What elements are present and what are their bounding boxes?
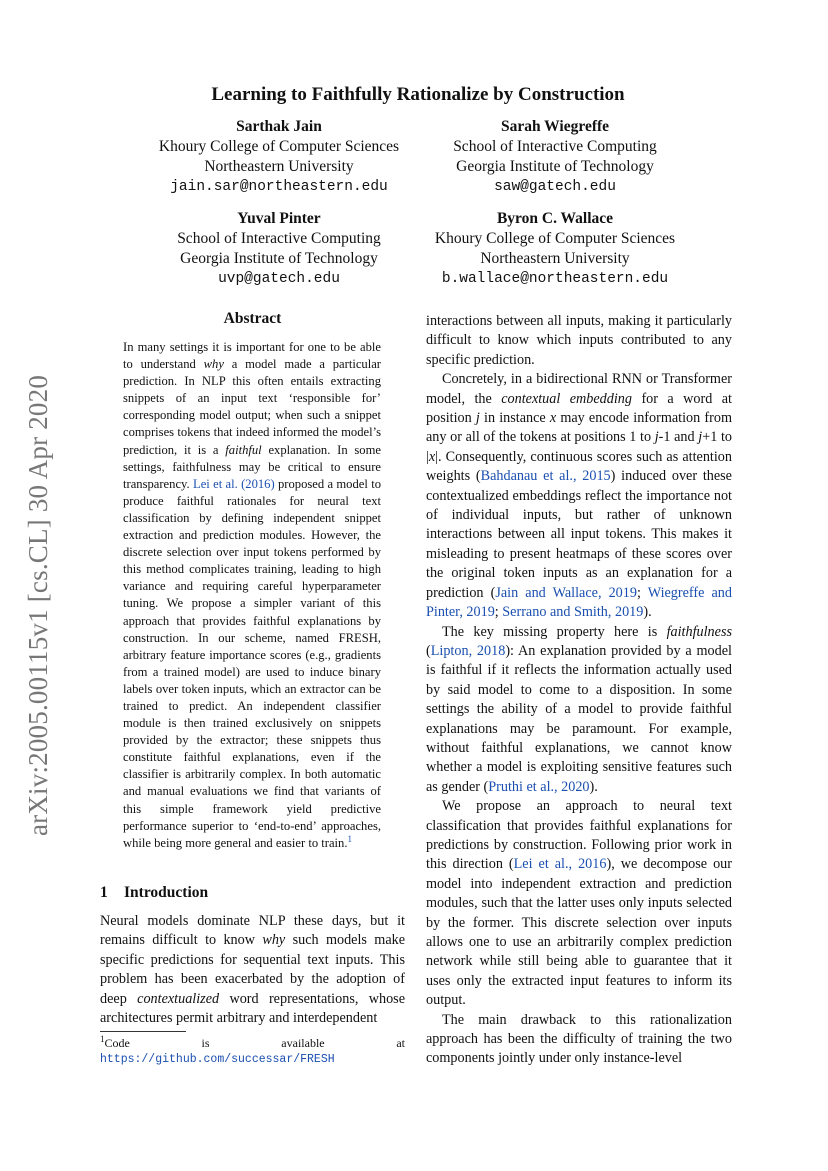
paragraph — [426, 1011, 732, 1069]
math-var: j — [654, 429, 659, 446]
citation-link[interactable]: Bahdanau et al., 2015 — [480, 468, 611, 485]
citation-link[interactable]: Jain and Wallace, 2019 — [495, 584, 637, 601]
text-run: word representations, whose architectures permit arbitrary and interdependent — [100, 990, 405, 1027]
citation-link[interactable]: Lei et al., 2016 — [513, 856, 607, 873]
footnote-mark: 1 — [100, 1034, 105, 1044]
text-run: such models make specific predictions for sequential text inputs. This problem has been exacerbated by the adoption of deep — [100, 932, 406, 1007]
text-run: Neural models dominate NLP these days, but it remains difficult to know — [100, 913, 405, 949]
right-column — [426, 312, 732, 1069]
text-run: ). — [643, 604, 652, 621]
text-run: ), we decompose our model into independent extraction and prediction modules, such that the latter uses only inputs selected by the former. This discrete selection over inputs allows one to use an arbitrarily complex prediction network while still being able to guarantee that it uses only the extracted input features to inform its output. — [426, 856, 732, 1009]
math-var: x — [428, 448, 436, 465]
text-run: a model made a particular prediction. In NLP this often entails extracting snippets of an input text ‘responsible for’ corresponding model output; when such a snippet comprises tokens that indeed informed the model’s prediction, it is a — [123, 357, 381, 457]
arxiv-id: arXiv:2005.00115v1 [cs.CL] 30 Apr 2020 — [23, 374, 54, 836]
author-affiliation: Khoury College of Computer Sciences — [434, 230, 676, 247]
abstract-heading: Abstract — [223, 310, 282, 327]
footnote-text: Code is available at — [104, 1036, 405, 1050]
text-run: +1 to | — [426, 429, 732, 465]
citation-link[interactable]: Pruthi et al., 2020 — [488, 778, 590, 795]
code-url-link[interactable]: https://github.com/successar/FRESH — [100, 1053, 335, 1066]
author-name: Sarah Wiegreffe — [500, 118, 610, 135]
paragraph — [426, 797, 732, 1010]
text-run: may encode information from any or all of the tokens at positions 1 to — [426, 410, 732, 446]
text-run: interactions between all inputs, making it particularly difficult to know which inputs contributed to any specific prediction. — [426, 313, 732, 368]
text-run: why — [203, 357, 224, 372]
abstract-body — [123, 339, 381, 852]
author-email: uvp@gatech.edu — [218, 271, 340, 287]
section-number: 1 — [100, 884, 108, 901]
author-block — [425, 117, 685, 197]
text-run: ): An explanation provided by a model is faithful if it reflects the information actually used by said model to come to a disposition. In some settings the ability of a model to provide faithful explanations may be paramount. For example, without faithful explanations, we cannot know whether a model is exploiting sensitive features such as gender ( — [426, 642, 732, 795]
text-run: ( — [426, 642, 431, 659]
arxiv-sidebar — [14, 365, 64, 845]
author-institution: Northeastern University — [204, 158, 354, 175]
footnote — [100, 1036, 405, 1067]
footnote-marker[interactable]: 1 — [347, 833, 352, 844]
text-run: in instance — [479, 410, 550, 427]
paragraph — [426, 623, 732, 798]
citation-link[interactable]: Serrano and Smith, 2019 — [502, 604, 644, 621]
text-run: proposed a model to produce faithful rationales for neural text classification by defining independent snippet extraction and prediction modules. However, the discrete selection over input tokens performed by this method complicates training, leading to high variance and requiring careful hyperparameter tuning. We propose a simpler variant of this approach that provides faithful explanations by construction. In our scheme, named FRESH, arbitrary feature importance scores (e.g., gradients from a trained model) are used to induce binary labels over token inputs, which an extractor can be trained to predict. An independent classifier module is then trained exclusively on snippets provided by the extractor; these snippets thus constitute faithful explanations, even if the classifier is arbitrarily complex. In both automatic and manual evaluations we find that variants of this simple framework yield predictive performance superior to ‘end-to-end’ approaches, while being more general and easier to train. — [123, 476, 381, 850]
math-var: j — [698, 429, 703, 446]
author-name: Byron C. Wallace — [496, 210, 614, 227]
author-block — [410, 209, 700, 289]
citation-link[interactable]: Lei et al. (2016) — [193, 476, 275, 491]
text-run: why — [262, 932, 286, 949]
text-run: for a word at position — [426, 390, 732, 427]
text-run: ). — [589, 778, 598, 795]
author-block — [140, 209, 418, 289]
paragraph — [426, 312, 732, 370]
author-affiliation: School of Interactive Computing — [453, 138, 657, 155]
text-run: Concretely, in a bidirectional RNN or Transformer model, the — [426, 371, 732, 407]
author-institution: Georgia Institute of Technology — [456, 158, 654, 175]
paper-title: Learning to Faithfully Rationalize by Construction — [211, 84, 625, 105]
author-institution: Georgia Institute of Technology — [180, 250, 378, 267]
author-institution: Northeastern University — [480, 250, 630, 267]
text-run: |. Consequently, continuous scores such as attention weights ( — [426, 448, 732, 485]
text-run: explanation. In some settings, faithfulness may be critical to ensure transparency. — [123, 442, 381, 491]
author-name: Yuval Pinter — [237, 210, 321, 227]
author-email: b.wallace@northeastern.edu — [441, 271, 669, 287]
author-email: saw@gatech.edu — [494, 179, 616, 195]
paragraph — [426, 370, 732, 622]
citation-link[interactable]: Wiegreffe and Pinter, 2019 — [426, 584, 732, 621]
text-run: faithfulness — [666, 623, 732, 640]
math-var: x — [549, 410, 557, 427]
text-run: -1 and — [658, 429, 699, 446]
author-block — [140, 117, 418, 197]
intro-paragraph — [100, 912, 405, 1028]
author-name: Sarthak Jain — [236, 118, 322, 135]
text-run: The main drawback to this rationalization approach has been the difficulty of training the two components jointly under only instance-level — [426, 1011, 732, 1067]
text-run: In many settings it is important for one to be able to understand — [123, 340, 381, 372]
text-run: faithful — [225, 442, 262, 457]
citation-link[interactable]: Lipton, 2018 — [430, 642, 506, 659]
text-run: contextualized — [137, 990, 220, 1007]
author-affiliation: Khoury College of Computer Sciences — [158, 138, 400, 155]
math-var: j — [475, 410, 480, 427]
section-heading — [100, 884, 405, 902]
text-run: contextual embedding — [501, 390, 632, 407]
author-email: jain.sar@northeastern.edu — [170, 179, 388, 195]
section-title: Introduction — [124, 884, 209, 901]
text-run: We propose an approach to neural text classification that provides faithful explanations for predictions by construction. Following prior work in this direction ( — [426, 798, 732, 873]
text-run: ) induced over these contextualized embeddings reflect the importance not of individual inputs, but rather of unknown interactions between all input tokens. This makes it misleading to present heatmaps of these scores over the original token inputs as an explanation for a prediction ( — [426, 468, 732, 601]
text-run: ; — [636, 584, 648, 601]
text-run: The key missing property here is — [442, 623, 667, 640]
author-affiliation: School of Interactive Computing — [177, 230, 381, 247]
footnote-rule — [100, 1031, 186, 1032]
text-run: ; — [494, 604, 503, 621]
